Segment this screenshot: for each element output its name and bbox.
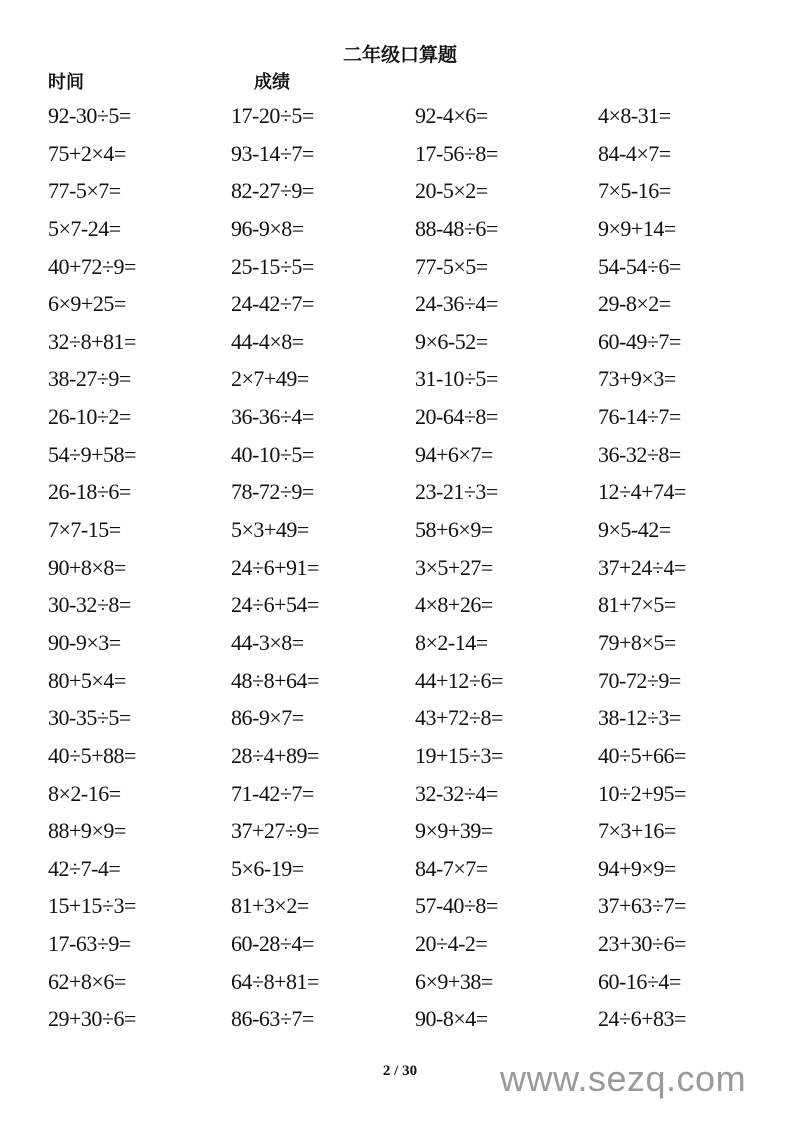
problem-row [48,441,788,479]
problem: 36-32÷8= [598,441,681,467]
problem: 48÷8+64= [231,667,319,693]
problem-row [48,365,788,403]
problem: 37+27÷9= [231,818,319,844]
problem: 77-5×5= [415,253,488,279]
problem: 44+12÷6= [415,667,503,693]
problem: 2×7+49= [231,366,309,392]
problem: 7×7-15= [48,517,121,543]
problem: 26-10÷2= [48,404,131,430]
problem: 3×5+27= [415,554,493,580]
problem: 8×2-16= [48,780,121,806]
problem: 24-42÷7= [231,291,314,317]
problem-row [48,403,788,441]
problem-row [48,253,788,291]
problem-row [48,102,788,140]
problem: 29+30÷6= [48,1006,136,1032]
problem: 23+30÷6= [598,931,686,957]
problem: 70-72÷9= [598,667,681,693]
watermark: www.sezq.com [500,1058,747,1099]
problem: 90+8×8= [48,554,126,580]
problem: 64÷8+81= [231,968,319,994]
problem: 24÷6+83= [598,1006,686,1032]
problem: 94+6×7= [415,441,493,467]
problem: 44-3×8= [231,629,304,655]
problem: 37+63÷7= [598,893,686,919]
problem: 92-4×6= [415,103,488,128]
problem: 60-16÷4= [598,968,681,994]
problem: 86-63÷7= [231,1006,314,1032]
problem: 29-8×2= [598,291,671,317]
problem: 10÷2+95= [598,780,686,806]
problem: 82-27÷9= [231,178,314,204]
problem-row [48,817,788,855]
problem-row [48,667,788,705]
problem: 96-9×8= [231,215,304,241]
problem: 24-36÷4= [415,291,498,317]
problem: 32-32÷4= [415,780,498,806]
problem-row [48,591,788,629]
problem: 40+72÷9= [48,253,136,279]
problem: 86-9×7= [231,705,304,731]
problem: 36-36÷4= [231,404,314,430]
problem-row [48,1005,788,1043]
problem: 9×9+39= [415,818,493,844]
problem: 42÷7-4= [48,855,121,881]
problem: 54-54÷6= [598,253,681,279]
problem: 28÷4+89= [231,742,319,768]
problem: 37+24÷4= [598,554,686,580]
problem: 5×3+49= [231,517,309,543]
problem-row [48,930,788,968]
problem: 6×9+25= [48,291,126,317]
problem-row [48,554,788,592]
problem: 9×5-42= [598,517,671,543]
problem: 38-12÷3= [598,705,681,731]
problem: 9×6-52= [415,328,488,354]
problem: 58+6×9= [415,517,493,543]
problem: 12÷4+74= [598,479,686,505]
problem: 94+9×9= [598,855,676,881]
page-title: 二年级口算题 [342,44,457,66]
problem: 57-40÷8= [415,893,498,919]
problem-row [48,478,788,516]
problem: 44-4×8= [231,328,304,354]
problem: 84-4×7= [598,140,671,166]
problem: 38-27÷9= [48,366,131,392]
problem: 17-63÷9= [48,931,131,957]
problem-row [48,742,788,780]
problem: 78-72÷9= [231,479,314,505]
problem: 5×7-24= [48,215,121,241]
problem-row [48,892,788,930]
problem-row [48,855,788,893]
problem: 71-42÷7= [231,780,314,806]
time-label: 时间 [48,72,84,93]
problem: 88+9×9= [48,818,126,844]
problem: 17-56÷8= [415,140,498,166]
problem: 23-21÷3= [415,479,498,505]
problem: 30-32÷8= [48,592,131,618]
problem: 20-64÷8= [415,404,498,430]
problem: 32÷8+81= [48,328,136,354]
problem: 73+9×3= [598,366,676,392]
problem-row [48,290,788,328]
problem: 90-8×4= [415,1006,488,1032]
problem: 24÷6+91= [231,554,319,580]
problem: 5×6-19= [231,855,304,881]
problem: 93-14÷7= [231,140,314,166]
problem: 81+3×2= [231,893,309,919]
problem: 24÷6+54= [231,592,319,618]
problem: 92-30÷5= [48,103,131,128]
problem: 20-5×2= [415,178,488,204]
problem: 7×5-16= [598,178,671,204]
page-number: 2 / 30 [382,1063,418,1079]
problem-row [48,215,788,253]
problem: 9×9+14= [598,215,676,241]
problem: 54÷9+58= [48,441,136,467]
problem-row [48,780,788,818]
problem: 75+2×4= [48,140,126,166]
problem: 25-15÷5= [231,253,314,279]
problem: 30-35÷5= [48,705,131,731]
problem: 4×8+26= [415,592,493,618]
problem: 60-49÷7= [598,328,681,354]
problem: 81+7×5= [598,592,676,618]
problem: 15+15÷3= [48,893,136,919]
problem-row [48,516,788,554]
problem: 20÷4-2= [415,931,488,957]
problem: 43+72÷8= [415,705,503,731]
problem: 7×3+16= [598,818,676,844]
problem: 6×9+38= [415,968,493,994]
problem-row [48,140,788,178]
problem: 90-9×3= [48,629,121,655]
problem: 84-7×7= [415,855,488,881]
problem: 80+5×4= [48,667,126,693]
problem: 60-28÷4= [231,931,314,957]
problem: 8×2-14= [415,629,488,655]
problem: 88-48÷6= [415,215,498,241]
problem-row [48,177,788,215]
problem: 31-10÷5= [415,366,498,392]
problem: 76-14÷7= [598,404,681,430]
problem: 40-10÷5= [231,441,314,467]
problem: 79+8×5= [598,629,676,655]
score-label: 成绩 [254,72,290,93]
problem: 17-20÷5= [231,103,314,128]
problem-row [48,629,788,667]
problem: 40÷5+66= [598,742,686,768]
problem: 4×8-31= [598,103,671,128]
problem: 40÷5+88= [48,742,136,768]
problem-row [48,328,788,366]
problem-grid [48,102,788,1043]
problem: 77-5×7= [48,178,121,204]
problem: 26-18÷6= [48,479,131,505]
problem-row [48,704,788,742]
problem: 62+8×6= [48,968,126,994]
problem: 19+15÷3= [415,742,503,768]
problem-row [48,968,788,1006]
